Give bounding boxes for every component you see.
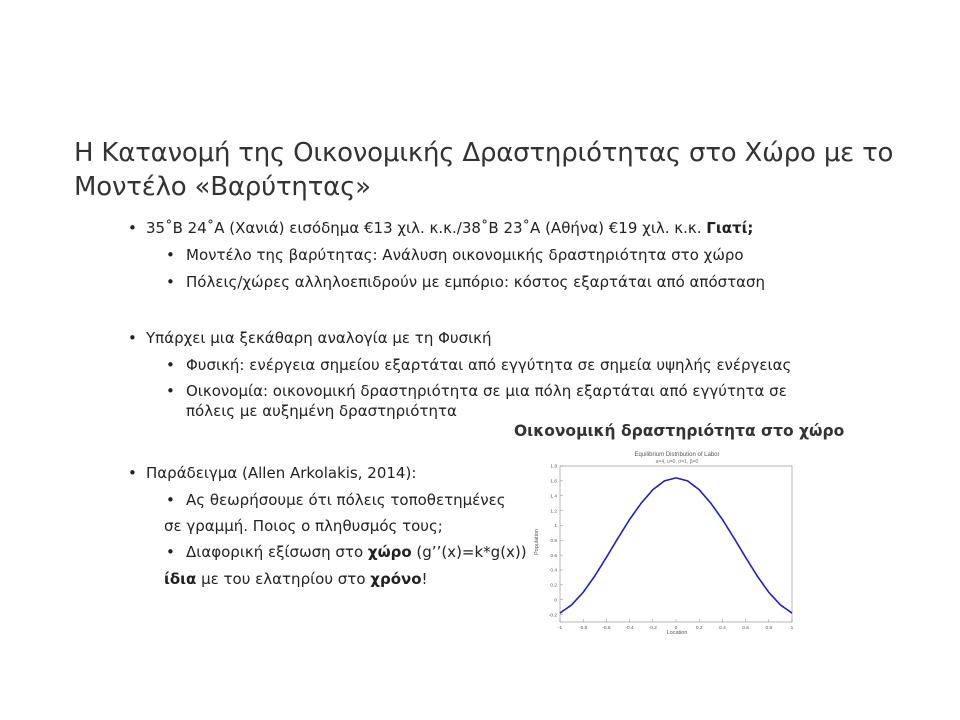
x-tick-label: 1 — [790, 626, 794, 631]
x-tick-label: -0.6 — [602, 626, 611, 631]
bullet-3-line-bold1: ίδια — [164, 570, 197, 588]
bullet-2-sub-2: • Οικονομία: οικονομική δραστηριότητα σε μια πόλη εξαρτάται από εγγύτητα σε — [186, 381, 787, 401]
slide-title-line2: Μοντέλο «Βαρύτητας» — [74, 172, 371, 202]
y-tick-label: 0 — [554, 598, 557, 604]
x-tick-label: 0.4 — [719, 626, 726, 631]
bullet-3-line-mid: με του ελατηρίου στο — [196, 570, 371, 588]
bullet-2-sub-1: • Φυσική: ενέργεια σημείου εξαρτάται από εγγύτητα σε σημεία υψηλής ενέργειας — [186, 355, 791, 375]
x-tick-label: 0.8 — [765, 626, 773, 631]
bullet-1-sub-2: • Πόλεις/χώρες αλληλοεπιδρούν με εμπόριο: κόστος εξαρτάται από απόσταση — [186, 272, 765, 292]
x-tick-label: -1 — [557, 626, 563, 631]
bullet-2: • Υπάρχει μια ξεκάθαρη αναλογία με τη Φυσική — [146, 328, 492, 348]
bullet-3-line-bold2: χρόνο — [370, 570, 422, 588]
y-tick-label: 1.6 — [550, 479, 557, 485]
x-tick-label: -0.2 — [648, 626, 657, 631]
bullet-1-bold: Γιατί; — [706, 219, 754, 237]
chart-subtitle: a=4, u=0, σ=1, β=0 — [655, 459, 699, 465]
y-tick-label: 1 — [554, 524, 557, 530]
population-chart — [530, 446, 805, 636]
chart-axes — [549, 464, 794, 631]
y-axis-label: Population — [534, 529, 540, 555]
x-tick-label: 0.6 — [742, 626, 749, 631]
y-tick-label: 0.4 — [550, 568, 557, 574]
x-tick-label: -0.4 — [625, 626, 634, 631]
bullet-1-sub-1: • Μοντέλο της βαρύτητας: Ανάλυση οικονομικής δραστηριότητα στο χώρο — [186, 245, 744, 265]
bullet-2-sub-2-cont: πόλεις με αυξημένη δραστηριότητα — [186, 402, 457, 420]
y-tick-label: 1.2 — [550, 509, 557, 515]
plot-frame — [560, 466, 792, 622]
slide-title — [74, 136, 914, 204]
bullet-3-sub-1: • Ας θεωρήσουμε ότι πόλεις τοποθετημένες — [186, 490, 506, 510]
figure-title: Οικονομική δραστηριότητα στο χώρο — [514, 422, 845, 440]
bullet-3-sub-2-bold: χώρο — [367, 543, 412, 561]
bullet-3-sub-1-cont: σε γραμμή. Ποιος ο πληθυσμός τους; — [164, 517, 443, 535]
bullet-3-sub-2 — [186, 542, 527, 562]
bullet-3: • Παράδειγμα (Allen Arkolakis, 2014): — [146, 463, 416, 483]
y-tick-label: -0.2 — [548, 613, 557, 619]
bullet-1 — [146, 218, 753, 238]
slide-title-line1: Η Κατανομή της Οικονομικής Δραστηριότητας στο Χώρο με το — [74, 138, 894, 168]
bullet-3-line-end: ! — [421, 570, 428, 588]
y-tick-label: 0.2 — [550, 583, 557, 589]
bullet-3-sub-2-pre: Διαφορική εξίσωση στο — [186, 543, 368, 561]
x-tick-label: 0 — [674, 626, 678, 631]
y-tick-label: 0.6 — [550, 553, 557, 559]
y-tick-label: 0.8 — [550, 538, 557, 544]
y-tick-label: 1.8 — [550, 464, 557, 470]
x-axis-label: Location — [666, 630, 688, 636]
x-tick-label: -0.8 — [579, 626, 588, 631]
x-tick-label: 0.2 — [695, 626, 703, 631]
y-tick-label: 1.4 — [550, 494, 557, 500]
bullet-3-sub-2-post: (g’’(x)=k*g(x)) — [411, 543, 527, 561]
chart-title: Equilibrium Distribution of Labor — [634, 452, 720, 458]
bullet-3-line — [164, 569, 428, 589]
bullet-1-text: 35˚Β 24˚Α (Χανιά) εισόδημα €13 χιλ. κ.κ./38˚Β 23˚Α (Αθήνα) €19 χιλ. κ.κ. — [146, 219, 707, 237]
series-line — [560, 478, 792, 613]
